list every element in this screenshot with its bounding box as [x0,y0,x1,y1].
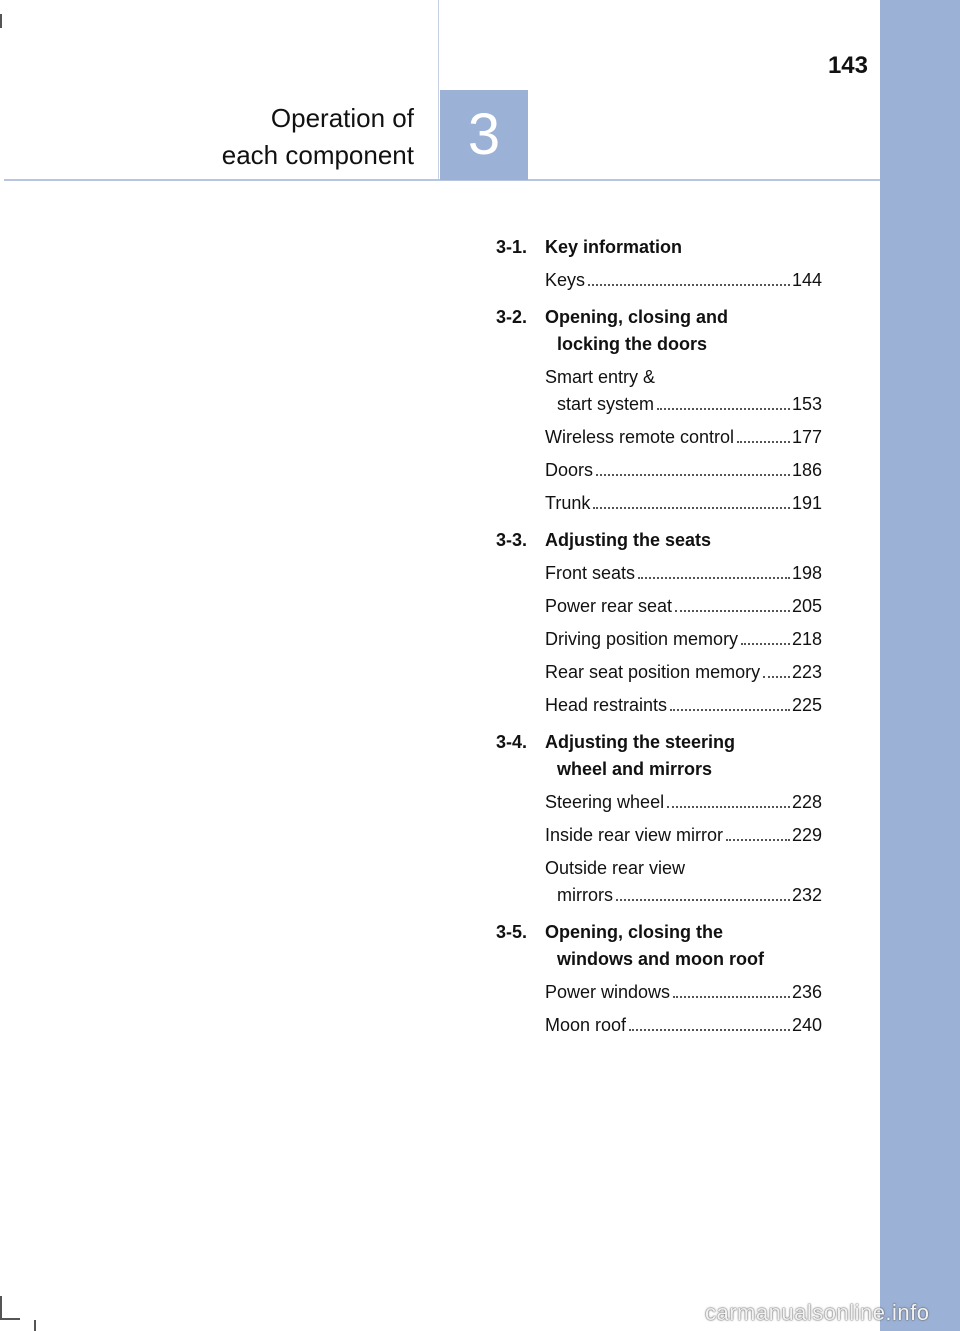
section-title-line1: Adjusting the steering [545,732,736,752]
entry-page-number: 232 [791,885,822,905]
entry-title: Inside rear view mirror [545,825,724,845]
toc-entry-link[interactable] [545,364,822,418]
section-title [545,304,822,358]
entry-page-number: 240 [791,1015,822,1035]
entry-page-number: 144 [791,270,822,290]
leader-dots [629,1029,790,1031]
section-number: 3-4. [496,732,528,752]
chapter-sidebar [880,0,960,1331]
entry-title: Power windows [545,982,671,1002]
entry-title: start system [557,394,655,414]
toc-entry-link[interactable] [545,626,822,653]
toc-entry-link[interactable] [545,692,822,719]
section-title-line1: Key information [545,237,683,257]
entry-title-line1: Outside rear view [545,858,686,878]
toc-entry-link[interactable] [545,659,822,686]
leader-dots [737,441,790,443]
entry-title: Doors [545,460,594,480]
entry-page-number: 228 [791,792,822,812]
entry-title: Trunk [545,493,591,513]
crop-mark [0,14,2,28]
leader-dots [593,507,790,509]
entry-page-number: 198 [791,563,822,583]
entry-page-number: 218 [791,629,822,649]
section-title-line1: Opening, closing the [545,922,724,942]
toc-entry-link[interactable] [545,267,822,294]
leader-dots [726,839,790,841]
crop-mark [0,1296,2,1320]
section-title [545,234,822,261]
section-title [545,919,822,973]
toc-entry-link[interactable] [545,789,822,816]
section-title-line2: locking the doors [557,334,708,354]
leader-dots [638,577,790,579]
leader-dots [763,676,790,678]
toc-entry-link[interactable] [545,855,822,909]
entry-title: Power rear seat [545,596,673,616]
page-number: 143 [827,52,868,79]
toc-entry-link[interactable] [545,457,822,484]
entry-page-number: 191 [791,493,822,513]
entry-page-number: 205 [791,596,822,616]
toc-section [496,527,822,719]
section-title-line2: wheel and mirrors [557,759,713,779]
leader-dots [673,996,790,998]
section-title-line2: windows and moon roof [557,949,764,969]
entry-title: Driving position memory [545,629,739,649]
entry-page-number: 153 [791,394,822,414]
leader-dots [596,474,790,476]
leader-dots [657,408,790,410]
entry-page-number: 223 [791,662,822,682]
watermark: carmanualsonline.info [705,1300,930,1325]
toc-section [496,234,822,294]
section-title-line1: Adjusting the seats [545,530,712,550]
entry-page-number: 186 [791,460,822,480]
chapter-title-line2: each component [221,140,414,170]
entry-page-number: 229 [791,825,822,845]
header-divider-vertical [438,0,439,180]
entry-title: Front seats [545,563,636,583]
entry-title: Wireless remote control [545,427,735,447]
toc-entry-link[interactable] [545,490,822,517]
leader-dots [616,899,790,901]
chapter-title-line1: Operation of [270,103,414,133]
toc-section [496,304,822,517]
toc-section [496,919,822,1039]
section-number: 3-5. [496,922,528,942]
toc-entry-link[interactable] [545,424,822,451]
leader-dots [675,610,790,612]
section-title [545,527,822,554]
entry-title: Head restraints [545,695,668,715]
section-title [545,729,822,783]
entry-page-number: 177 [791,427,822,447]
entry-page-number: 236 [791,982,822,1002]
entry-page-number: 225 [791,695,822,715]
entry-title: Steering wheel [545,792,665,812]
toc-entry-link[interactable] [545,593,822,620]
entry-title: Keys [545,270,586,290]
crop-mark [0,1318,20,1320]
section-number: 3-1. [496,237,528,257]
leader-dots [741,643,790,645]
entry-title: mirrors [557,885,613,905]
section-title-line1: Opening, closing and [545,307,729,327]
table-of-contents [496,234,822,1049]
chapter-title [222,100,414,174]
section-number: 3-2. [496,307,528,327]
entry-title: Moon roof [545,1015,627,1035]
toc-entry-link[interactable] [545,979,822,1006]
leader-dots [588,284,790,286]
chapter-number-tab: 3 [440,90,528,180]
entry-title-line1: Smart entry & [545,367,656,387]
section-number: 3-3. [496,530,528,550]
leader-dots [670,709,790,711]
toc-section [496,729,822,909]
toc-entry-link[interactable] [545,822,822,849]
crop-mark [34,1320,36,1331]
entry-title: Rear seat position memory [545,662,761,682]
toc-entry-link[interactable] [545,560,822,587]
leader-dots [667,806,790,808]
toc-entry-link[interactable] [545,1012,822,1039]
